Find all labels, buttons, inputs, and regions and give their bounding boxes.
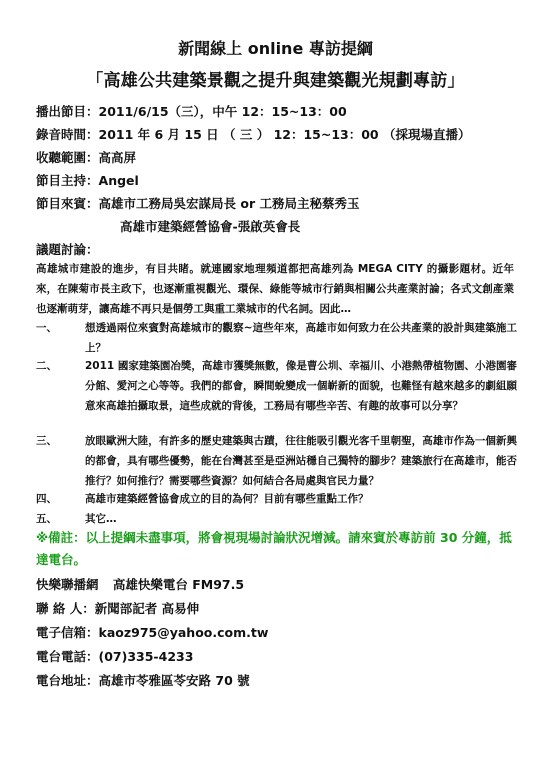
item-text: 高雄市建築經營協會成立的目的為何？目前有哪些重點工作？ <box>85 493 369 505</box>
document-title: 新聞線上 online 專訪提綱 <box>178 39 373 58</box>
recording-row <box>36 125 470 143</box>
address-value: 高雄市苓雅區苓安路 70 號 <box>98 673 250 688</box>
document-subtitle: 「高雄公共建築景觀之提升與建築觀光規劃專訪」 <box>86 71 465 91</box>
address-row <box>36 671 250 689</box>
item-text: 2011 國家建築園冶獎，高雄市獲獎無數，像是曹公圳、幸福川、小港熱帶植物園、小港園審分館、愛河之心等等。我們的都會，瞬間蛻變成一個嶄新的面貌，也難怪有越來越多的劇組願意來高雄拍攝取景，這些成就的背後，工務局有哪些辛苦、有趣的故事可以分享？ <box>85 360 517 412</box>
phone-value: (07)335-4233 <box>98 649 194 664</box>
contact-person-label: 聯 絡 人： <box>36 601 95 616</box>
email-label: 電子信箱： <box>36 625 99 640</box>
item-text: 其它… <box>85 513 117 525</box>
phone-row <box>36 647 193 665</box>
host-label: 節目主持： <box>36 173 99 188</box>
item-number: 五、 <box>36 513 57 525</box>
broadcast-label: 播出節目： <box>36 104 99 119</box>
email-value: kaoz975@yahoo.com.tw <box>98 625 269 640</box>
station-value: 高雄快樂電台 FM97.5 <box>112 577 245 592</box>
item-number: 四、 <box>36 493 57 505</box>
guests-line2: 高雄市建築經營協會-張啟英會長 <box>120 219 301 234</box>
phone-label: 電台電話： <box>36 649 99 664</box>
item-text: 放眼歐洲大陸，有許多的歷史建築與古蹟，往往能吸引觀光客千里朝聖，高雄市作為一個新興的都會，具有哪些優勢，能在台灣甚至是亞洲站穩自己獨特的腳步？建築旅行在高雄市，能否推行？如何推行？需要哪些資源？如何結合各局處與官民力量？ <box>85 435 517 487</box>
coverage-value: 高高屏 <box>98 150 137 165</box>
item-text: 想透過兩位來賓對高雄城市的觀察~這些年來，高雄市如何致力在公共產業的設計與建築施工上？ <box>85 322 517 354</box>
item-number: 三、 <box>36 435 57 447</box>
guests-line1: 高雄市工務局吳宏謀局長 or 工務局主秘蔡秀玉 <box>98 196 360 211</box>
guests-label: 節目來賓： <box>36 196 99 211</box>
note-text: ※備註：以上提綱未盡事項，將會視現場討論狀況增減。請來賓於專訪前 30 分鐘，抵達電台。 <box>36 530 512 567</box>
contact-person-value: 新聞部記者 高易伸 <box>94 601 200 616</box>
guests-row <box>36 194 359 212</box>
item-number: 二、 <box>36 360 57 372</box>
broadcast-value: 2011/6/15（三），中午 12：15~13：00 <box>98 104 347 119</box>
discussion-heading: 議題討論： <box>36 242 99 257</box>
host-row <box>36 171 139 189</box>
station-row <box>36 575 244 593</box>
host-value: Angel <box>98 173 139 188</box>
email-row <box>36 623 268 641</box>
item-number: 一、 <box>36 322 57 334</box>
station-label: 快樂聯播網 <box>36 577 99 592</box>
recording-value: 2011 年 6 月 15 日 （ 三 ） 12：15~13：00 （採現場直播） <box>98 127 471 142</box>
coverage-label: 收聽範圍： <box>36 150 99 165</box>
discussion-intro: 高雄城市建設的進步，有目共睹。就連國家地理頻道都把高雄列為 MEGA CITY 的攝影題材。近年來，在陳菊市長主政下，也逐漸重視觀光、環保、綠能等城市行銷與相關公共產業討論；各式文創產業也逐漸萌芽，讓高雄不再只是個勞工與重工業城市的代名詞。因此… <box>36 263 514 315</box>
address-label: 電台地址： <box>36 673 99 688</box>
broadcast-row <box>36 102 347 120</box>
coverage-row <box>36 148 136 166</box>
contact-person-row <box>36 599 199 617</box>
recording-label: 錄音時間： <box>36 127 99 142</box>
